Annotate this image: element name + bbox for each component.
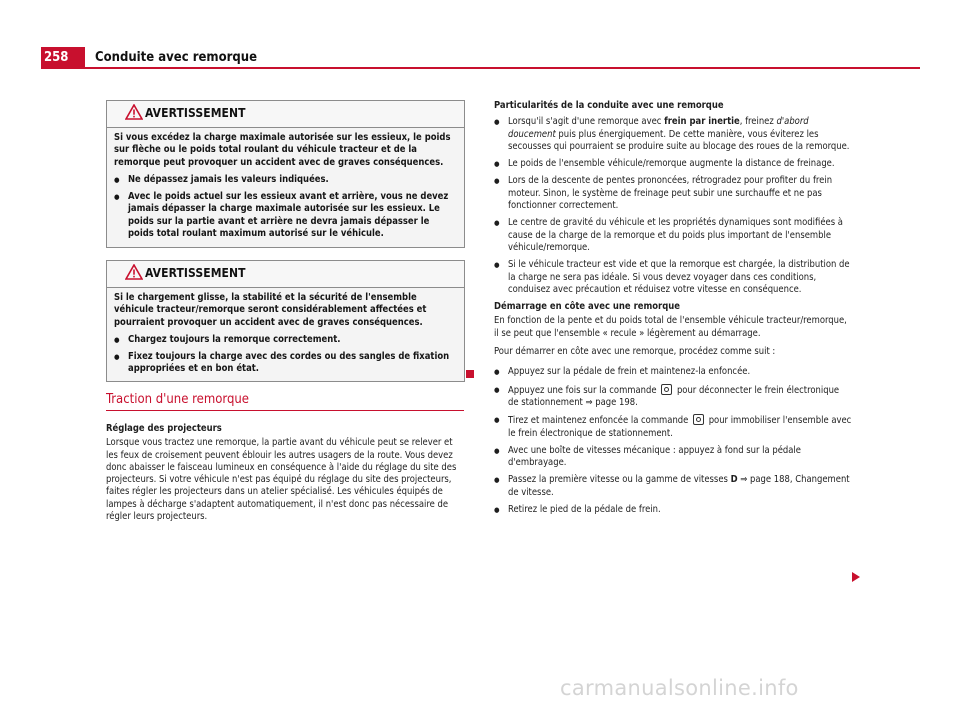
- section-body: [106, 423, 464, 529]
- warning-item: ● Chargez toujours la remorque correctement.: [114, 334, 458, 346]
- warning-item: ● Fixez toujours la charge avec des cordes ou des sangles de fixation appropriées et en bon état.: [114, 351, 458, 376]
- warning-triangle-icon: [125, 104, 143, 120]
- list-item: ● Appuyez une fois sur la commande pour déconnecter le frein électronique de stationnement ⇒ page 198.: [494, 384, 852, 410]
- warning-title: AVERTISSEMENT: [145, 266, 246, 280]
- warning-title: AVERTISSEMENT: [145, 106, 246, 120]
- list-item: ● Si le véhicule tracteur est vide et que la remorque est chargée, la distribution de la charge ne sera pas idéale. Si vous devez voyager dans ces conditions, conduisez avec précaution et réduisez votre vitesse en conséquence.: [494, 259, 852, 296]
- subheading: Démarrage en côte avec une remorque: [494, 301, 680, 313]
- warning-body: [107, 288, 464, 387]
- warning-triangle-icon: [125, 264, 143, 280]
- warning-item: ● Ne dépassez jamais les valeurs indiquées.: [114, 174, 458, 186]
- list-item: ● Lorsqu'il s'agit d'une remorque avec frein par inertie, freinez d'abord doucement puis plus énergiquement. De cette manière, vous éviterez les secousses qui pourraient se produire suite au blocage des roues de la remorque.: [494, 116, 852, 153]
- list-item: ● Le poids de l'ensemble véhicule/remorque augmente la distance de freinage.: [494, 158, 852, 170]
- paragraph: Pour démarrer en côte avec une remorque, procédez comme suit :: [494, 346, 776, 358]
- warning-header: [107, 261, 464, 288]
- list-item: ● Appuyez sur la pédale de frein et maintenez-la enfoncée.: [494, 366, 852, 378]
- subheading: Particularités de la conduite avec une remorque: [494, 100, 724, 111]
- list-item: ● Passez la première vitesse ou la gamme de vitesses D ⇒ page 188, Changement de vitesse.: [494, 474, 852, 499]
- warning-body: [107, 128, 464, 251]
- paragraph: Lorsque vous tractez une remorque, la partie avant du véhicule peut se relever et les feux de croisement peuvent éblouir les autres usagers de la route. Vous devez donc abaisser le faisceau lumineux en conséquence à l'aide du réglage du site des projecteurs. Si votre véhicule n'est pas équipé du réglage du site des projecteurs, faites régler les projecteurs dans un atelier spécialisé. Les véhicules équipés de lampes à décharge s'adaptent automatiquement, il n'est donc pas nécessaire de régler leurs projecteurs.: [106, 437, 457, 523]
- page-number: 258: [41, 47, 85, 68]
- list-item: ● Tirez et maintenez enfoncée la commande pour immobiliser l'ensemble avec le frein électronique de stationnement.: [494, 414, 852, 440]
- header-rule: [41, 67, 920, 69]
- warning-intro: Si le chargement glisse, la stabilité et la sécurité de l'ensemble véhicule tracteur/remorque seront considérablement affectées et pourraient provoquer un accident avec de graves conséquences.: [114, 292, 427, 328]
- parking-brake-button-icon: [693, 414, 704, 425]
- paragraph: En fonction de la pente et du poids total de l'ensemble véhicule tracteur/remorque, il se peut que l'ensemble « recule » légèrement au démarrage.: [494, 315, 847, 339]
- list-item: ● Avec une boîte de vitesses mécanique : appuyez à fond sur la pédale d'embrayage.: [494, 445, 852, 470]
- warning-box-2: [106, 260, 465, 382]
- parking-brake-button-icon: [661, 384, 672, 395]
- section-rule: [106, 410, 464, 411]
- header-title: Conduite avec remorque: [95, 50, 258, 65]
- warning-box-1: [106, 100, 465, 248]
- list-item: ● Retirez le pied de la pédale de frein.: [494, 504, 852, 516]
- section-title: Traction d'une remorque: [106, 392, 250, 407]
- section-end-marker: [466, 370, 474, 378]
- warning-header: [107, 101, 464, 128]
- list-item: ● Le centre de gravité du véhicule et les propriétés dynamiques sont modifiées à cause de la charge de la remorque et du poids plus important de l'ensemble véhicule/remorque.: [494, 217, 852, 254]
- watermark: carmanualsonline.info: [560, 676, 799, 700]
- right-column: [494, 100, 852, 521]
- continue-arrow-icon: [852, 572, 860, 582]
- list-item: ● Lors de la descente de pentes prononcées, rétrogradez pour profiter du frein moteur. Sinon, le système de freinage peut subir une surchauffe et ne pas fonctionner correctement.: [494, 175, 852, 212]
- subheading: Réglage des projecteurs: [106, 423, 222, 434]
- warning-item: ● Avec le poids actuel sur les essieux avant et arrière, vous ne devez jamais dépasser la charge maximale autorisée sur les essieux. Le poids sur la partie avant et arrière ne devra jamais dépasser le poids total roulant maximum autorisé sur le véhicule.: [114, 191, 458, 240]
- warning-intro: Si vous excédez la charge maximale autorisée sur les essieux, le poids sur flèche ou le poids total roulant du véhicule tracteur et de la remorque peut provoquer un accident avec de graves conséquences.: [114, 132, 451, 168]
